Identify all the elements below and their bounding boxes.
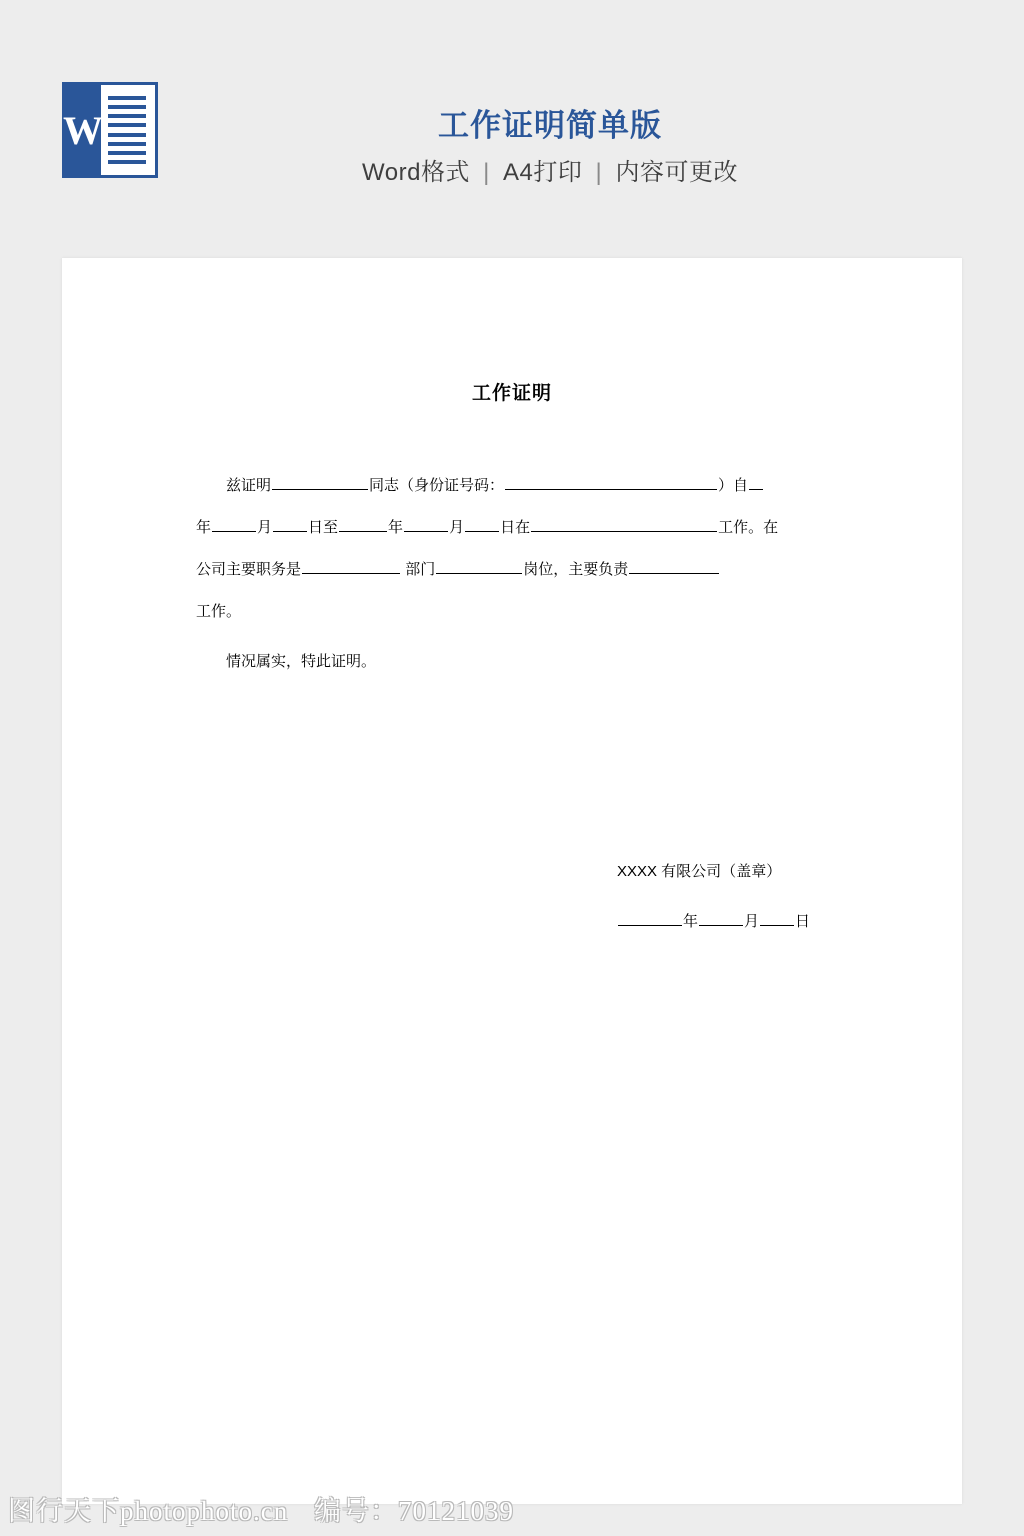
subtitle-separator-2: | <box>595 159 603 186</box>
paren-close-since: ）自 <box>718 477 749 494</box>
signature-company: XXXX 有限公司（盖章） <box>617 863 782 880</box>
word-logo-lines <box>101 85 155 175</box>
year-label-start: 年 <box>196 519 212 536</box>
blank-duty <box>629 558 719 574</box>
page-title: 工作证明简单版 <box>438 108 662 143</box>
truth-statement: 情况属实，特此证明。 <box>226 653 377 670</box>
subtitle-print: A4打印 <box>503 159 583 186</box>
document-page <box>62 258 962 1504</box>
word-document-icon <box>62 82 158 178</box>
body-line-2 <box>196 507 836 549</box>
body-line-5 <box>196 641 836 683</box>
blank-start-year <box>212 516 256 532</box>
blank-name <box>272 474 368 490</box>
day-at-label: 日在 <box>500 519 531 536</box>
signature-date <box>617 897 810 947</box>
paragraph-spacer <box>196 633 836 641</box>
blank-end-month <box>404 516 448 532</box>
certify-label: 兹证明 <box>226 477 272 494</box>
work-end-label: 工作。 <box>196 603 242 620</box>
blank-since <box>749 474 763 490</box>
body-line-3 <box>196 549 836 591</box>
blank-end-year <box>339 516 387 532</box>
body-line-1 <box>196 465 836 507</box>
document-title: 工作证明 <box>471 383 552 404</box>
sign-day-label: 日 <box>795 913 811 930</box>
watermark-code-label: 编号： <box>314 1496 398 1526</box>
watermark-footer <box>8 1489 514 1528</box>
page-header <box>0 0 1024 258</box>
blank-sign-month <box>699 910 743 926</box>
position-label: 公司主要职务是 <box>196 561 302 578</box>
year-label-end: 年 <box>388 519 404 536</box>
subtitle-editable: 内容可更改 <box>615 159 738 186</box>
blank-position <box>302 558 400 574</box>
sign-year-label: 年 <box>683 913 699 930</box>
work-in-label: 工作。在 <box>718 519 779 536</box>
document-body <box>196 465 836 683</box>
word-logo-letter: W <box>65 85 101 175</box>
month-label-start: 月 <box>257 519 273 536</box>
subtitle-format: Word格式 <box>362 159 470 186</box>
blank-start-month <box>273 516 307 532</box>
body-line-4 <box>196 591 836 633</box>
blank-id-number <box>505 474 717 490</box>
blank-end-day <box>465 516 499 532</box>
blank-sign-day <box>760 910 794 926</box>
blank-department <box>436 558 522 574</box>
blank-sign-year <box>618 910 682 926</box>
month-label-end: 月 <box>449 519 465 536</box>
day-to-label: 日至 <box>308 519 339 536</box>
comrade-label: 同志（身份证号码： <box>369 477 505 494</box>
signature-block <box>617 847 810 947</box>
subtitle-separator-1: | <box>483 159 490 186</box>
page-subtitle <box>190 152 910 187</box>
watermark-site: 图行天下photophoto.cn <box>8 1496 289 1526</box>
post-label: 岗位，主要负责 <box>523 561 629 578</box>
watermark-code-value: 70121039 <box>398 1496 514 1526</box>
sign-month-label: 月 <box>744 913 760 930</box>
blank-company <box>531 516 717 532</box>
department-label: 部门 <box>405 561 436 578</box>
